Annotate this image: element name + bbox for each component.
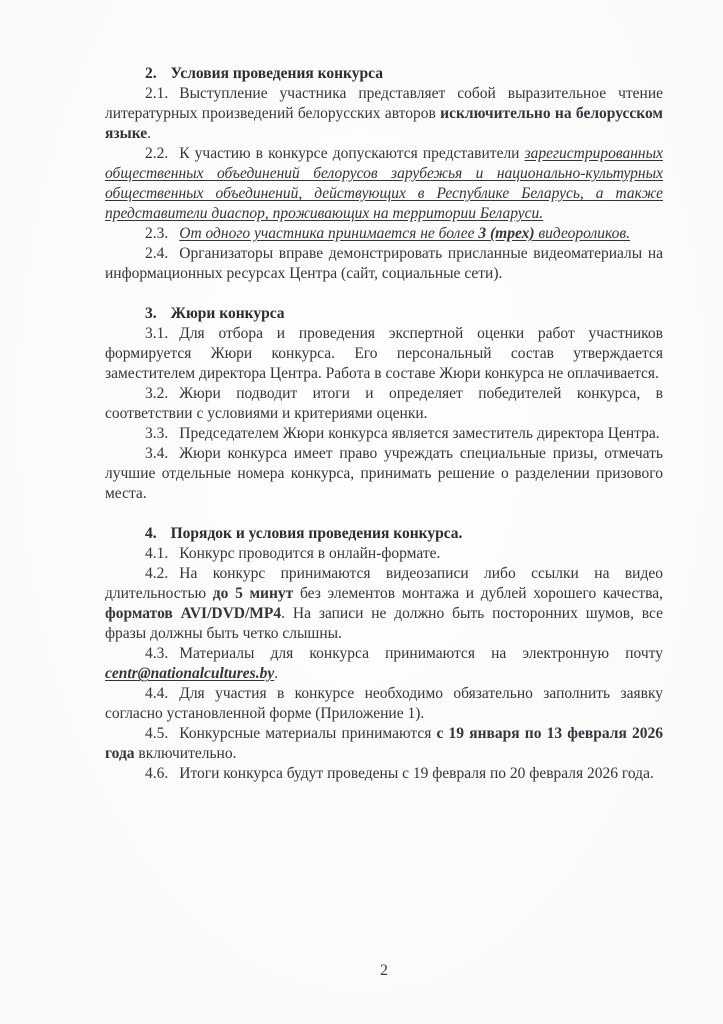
paragraph [105,324,663,384]
section-heading [105,524,663,544]
paragraph [105,724,663,764]
document-section-2 [105,304,663,504]
text-run: К участию в конкурсе допускаются представители [179,145,525,162]
paragraph-number: 4.3. [145,645,169,662]
text-run: видеороликов. [534,225,631,242]
paragraph [105,424,663,444]
text-run: включительно. [134,745,237,762]
text-run: Жюри подводит итоги и определяет победителей конкурса, в соответствии с условиями и критериями оценки. [105,385,663,422]
paragraph [105,544,663,564]
text-run: Выступление участника представляет собой выразительное чтение литературных произведений белорусских авторов [105,85,663,122]
paragraph-number: 3.4. [145,445,169,462]
document-section-1 [105,64,663,284]
paragraph [105,764,663,784]
document-section-3 [105,524,663,784]
paragraph [105,144,663,224]
text-run: зарегистрированных общественных объединений белорусов зарубежья и национально-культурных общественных объединений, действующих в Республике Беларусь, а также представители диаспор, проживающих на территории Беларуси. [105,145,663,222]
paragraph-number: 3.3. [145,425,169,442]
paragraph-number: 2.1. [145,85,169,102]
text-run: с 19 января по 13 февраля 2026 года [105,725,663,762]
text-run: . [147,125,152,142]
paragraph-number: 2.2. [145,145,169,162]
paragraph-number: 2.4. [145,245,169,262]
text-run: Конкурс проводится в онлайн-формате. [179,545,441,562]
paragraph [105,684,663,724]
text-run: 3 (трех) [478,225,535,242]
paragraph-number: 4.2. [145,565,169,582]
section-heading-title: Порядок и условия проведения конкурса. [170,525,463,542]
section-heading-title: Условия проведения конкурса [170,65,383,82]
document-body [105,64,663,784]
paragraph [105,444,663,504]
text-run: Материалы для конкурса принимаются на электронную почту [179,645,663,662]
section-heading-number: 4. [145,525,157,542]
text-run: От одного участника принимается не более [179,225,479,242]
paragraph-number: 4.1. [145,545,169,562]
text-run: форматов AVI/DVD/MP4 [105,605,282,622]
paragraph-number: 4.5. [145,725,169,742]
paragraph [105,224,663,244]
paragraph [105,564,663,644]
paragraph [105,244,663,284]
paragraph [105,384,663,424]
text-run: Для отбора и проведения экспертной оценки работ участников формируется Жюри конкурса. Его персональный состав утверждается заместителем директора Центра. Работа в составе Жюри конкурса не оплачивается. [105,325,663,382]
page-footer [105,962,663,980]
paragraph-number: 4.6. [145,765,169,782]
page-number: 2 [380,962,388,979]
text-run: исключительно на белорусском языке [105,105,663,142]
paragraph-number: 3.1. [145,325,169,342]
paragraph-number: 3.2. [145,385,169,402]
section-heading-number: 3. [145,305,157,322]
text-run: centr@nationalcultures.by [105,665,275,682]
paragraph-number: 2.3. [145,225,169,242]
text-run: до 5 минут [212,585,294,602]
section-heading-title: Жюри конкурса [170,305,285,322]
text-run: Для участия в конкурсе необходимо обязательно заполнить заявку согласно установленной форме (Приложение 1). [105,685,663,722]
section-heading [105,64,663,84]
section-heading [105,304,663,324]
text-run: Председателем Жюри конкурса является заместитель директора Центра. [179,425,660,442]
text-run: На конкурс принимаются видеозаписи либо ссылки на видео длительностью [105,565,663,602]
section-heading-number: 2. [145,65,157,82]
text-run: . На записи не должно быть посторонних шумов, все фразы должны быть четко слышны. [105,605,663,642]
paragraph-number: 4.4. [145,685,169,702]
paragraph [105,644,663,684]
text-run: без элементов монтажа и дублей хорошего качества, [293,585,664,602]
text-run: . [274,665,279,682]
text-run: Итоги конкурса будут проведены с 19 февраля по 20 февраля 2026 года. [179,765,654,782]
paragraph [105,84,663,144]
text-run: Жюри конкурса имеет право учреждать специальные призы, отмечать лучшие отдельные номера конкурса, принимать решение о разделении призового места. [105,445,663,502]
text-run: Организаторы вправе демонстрировать присланные видеоматериалы на информационных ресурсах Центра (сайт, социальные сети). [105,245,663,282]
text-run: Конкурсные материалы принимаются [179,725,437,742]
